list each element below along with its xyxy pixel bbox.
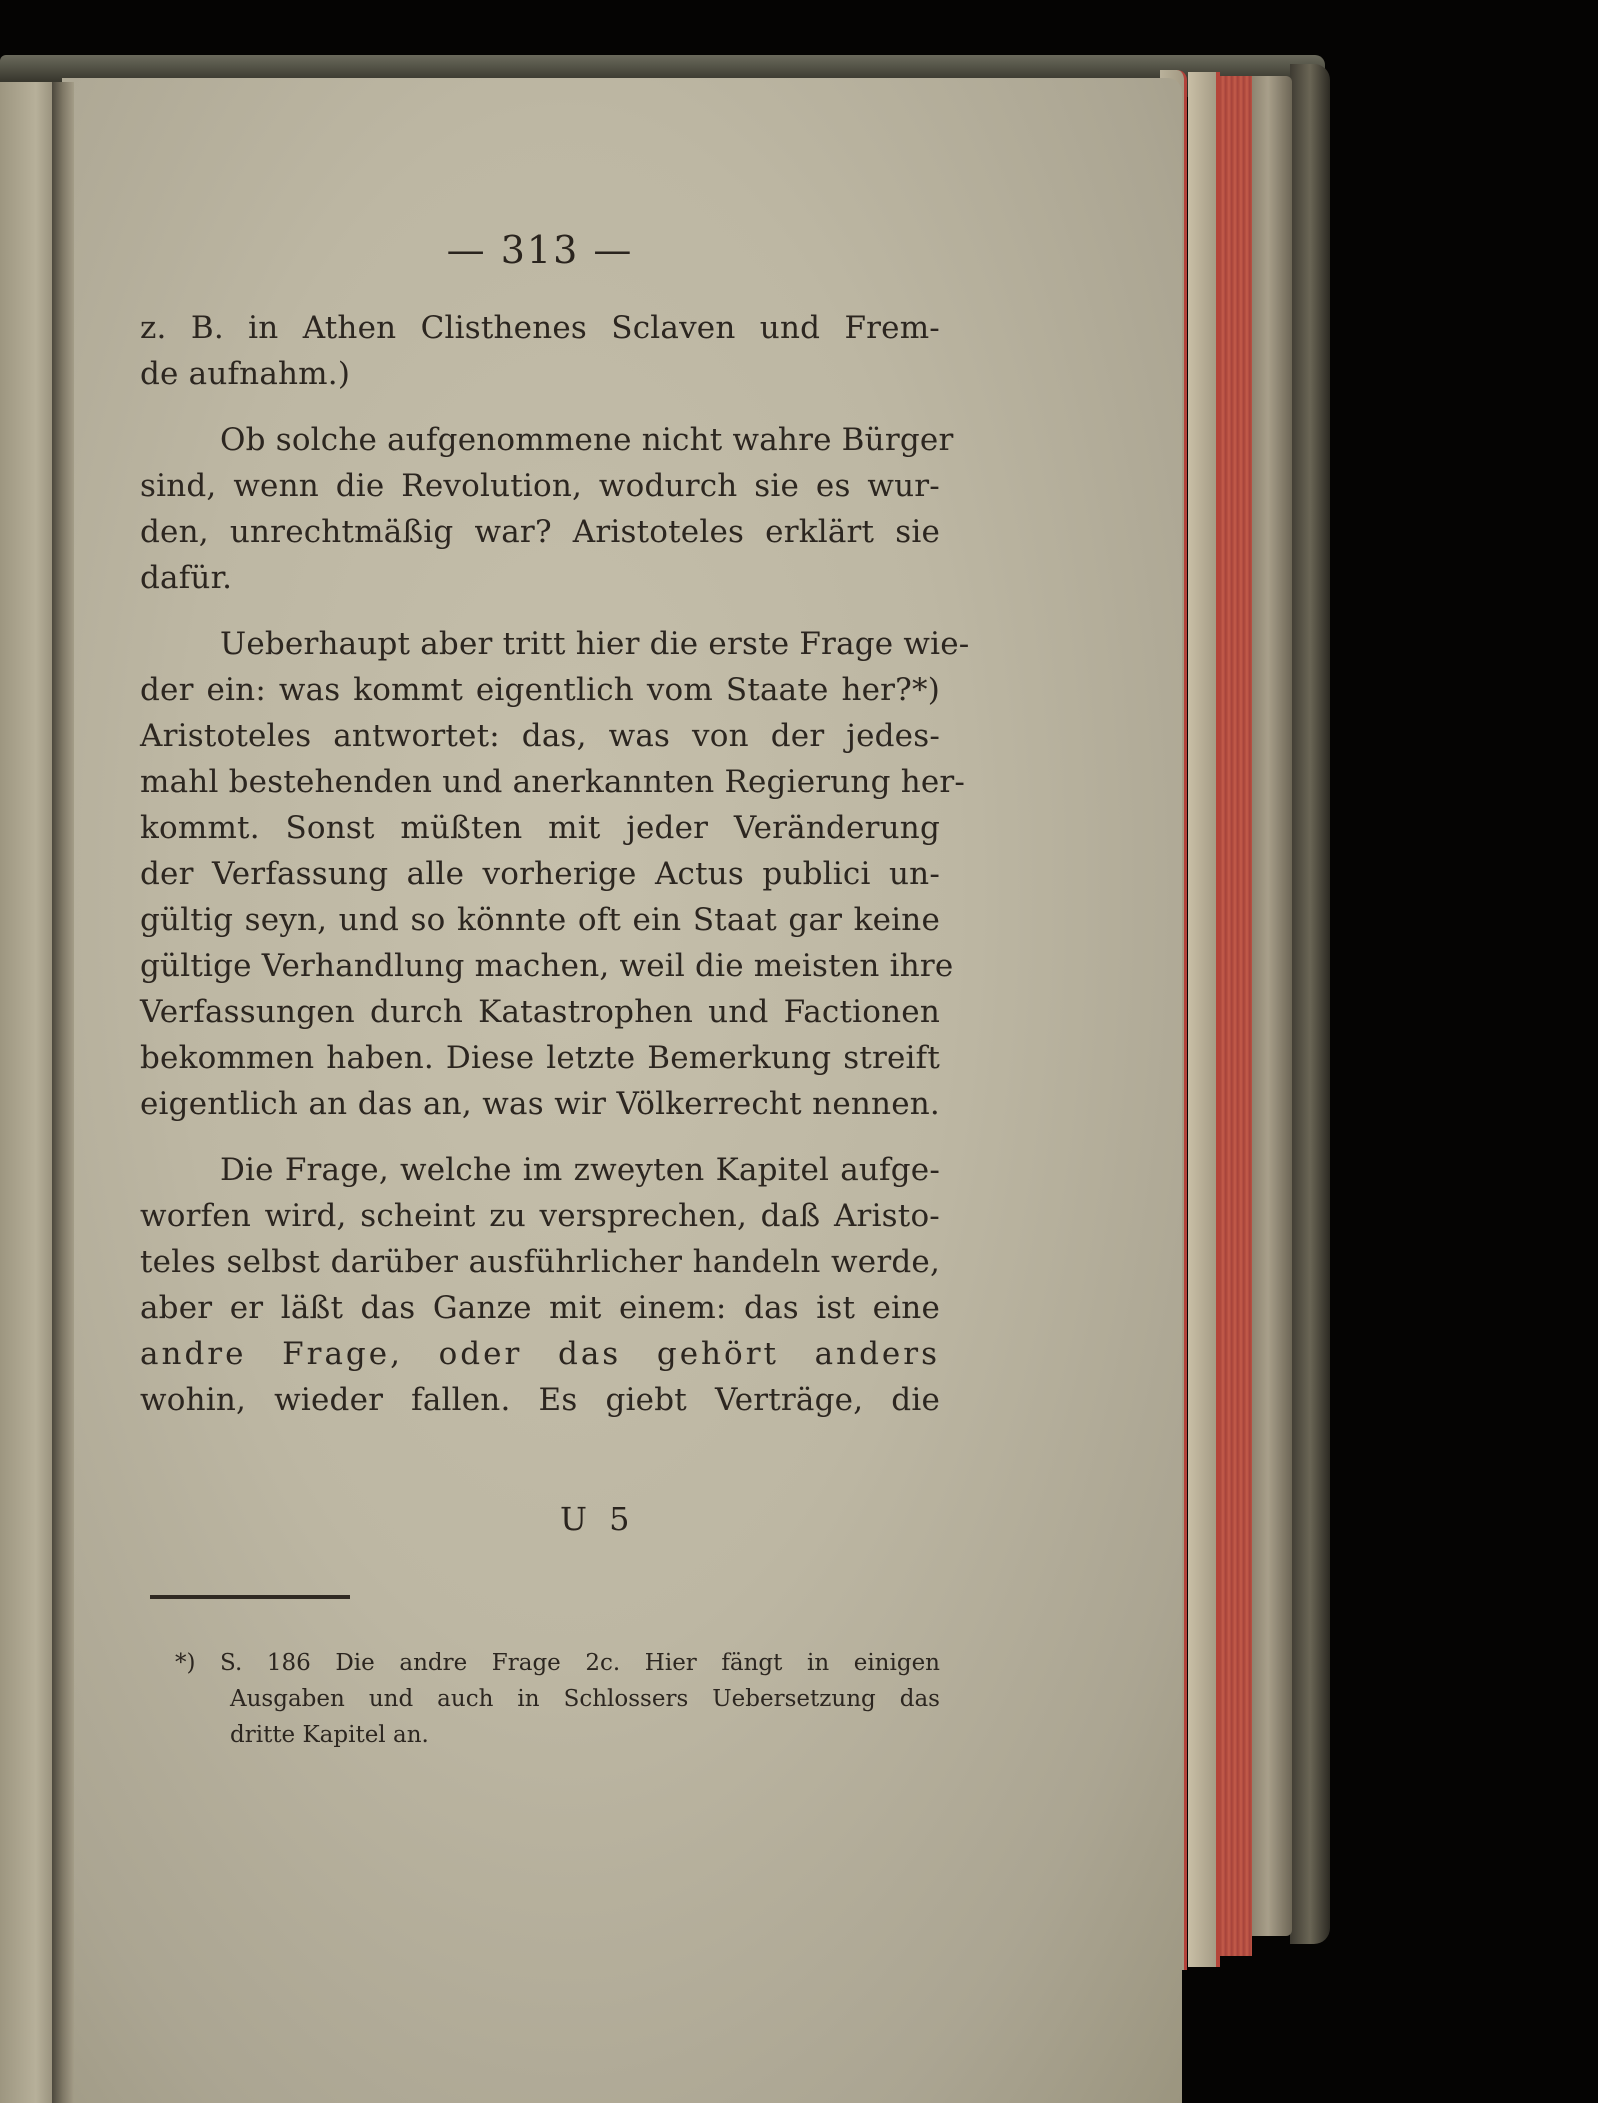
body-line: andre Frage, oder das gehört anders	[140, 1336, 940, 1372]
body-line: der ein: was kommt eigentlich vom Staate her?*)	[140, 672, 940, 708]
body-line: de aufnahm.)	[140, 356, 351, 392]
body-line: Ob solche aufgenommene nicht wahre Bürger	[220, 422, 954, 458]
body-line: mahl bestehenden und anerkannten Regierung her-	[140, 764, 966, 800]
footnote-line: dritte Kapitel an.	[230, 1722, 429, 1748]
page-edge-layer	[1188, 72, 1220, 1967]
page-block-edge	[1252, 76, 1292, 1936]
body-line: sind, wenn die Revolution, wodurch sie es wur-	[140, 468, 940, 504]
body-line: wohin, wieder fallen. Es giebt Verträge, die	[140, 1382, 940, 1418]
body-line: worfen wird, scheint zu versprechen, daß Aristo-	[140, 1198, 940, 1234]
book-cover-right-edge	[1290, 64, 1330, 1944]
body-line: der Verfassung alle vorherige Actus publici un-	[140, 856, 940, 892]
body-line: gültig seyn, und so könnte oft ein Staat gar keine	[140, 902, 940, 938]
page-gutter	[52, 82, 74, 2103]
body-line: den, unrechtmäßig war? Aristoteles erklärt sie	[140, 514, 940, 550]
body-line: Ueberhaupt aber tritt hier die erste Frage wie-	[220, 626, 970, 662]
body-line: bekommen haben. Diese letzte Bemerkung streift	[140, 1040, 940, 1076]
body-line: kommt. Sonst müßten mit jeder Veränderung	[140, 810, 940, 846]
body-line: Verfassungen durch Katastrophen und Factionen	[140, 994, 940, 1030]
body-line: aber er läßt das Ganze mit einem: das ist eine	[140, 1290, 940, 1326]
footnote-line: *) S. 186 Die andre Frage 2c. Hier fängt in einigen	[175, 1650, 940, 1676]
footnote-line: Ausgaben und auch in Schlossers Uebersetzung das	[230, 1686, 940, 1712]
body-line: z. B. in Athen Clisthenes Sclaven und Frem-	[140, 310, 940, 346]
body-line: eigentlich an das an, was wir Völkerrecht nennen.	[140, 1086, 940, 1122]
body-line: Aristoteles antwortet: das, was von der jedes-	[140, 718, 940, 754]
red-page-edges	[1220, 76, 1252, 1956]
body-line: gültige Verhandlung machen, weil die meisten ihre	[140, 948, 954, 984]
body-line: Die Frage, welche im zweyten Kapitel aufge-	[220, 1152, 940, 1188]
body-line: dafür.	[140, 560, 233, 596]
facing-page-sliver	[0, 82, 60, 2103]
body-line: teles selbst darüber ausführlicher handeln werde,	[140, 1244, 940, 1280]
signature-mark: U 5	[560, 1500, 636, 1538]
footnote-rule	[150, 1595, 350, 1599]
running-head-page-number: — 313 —	[446, 228, 634, 272]
